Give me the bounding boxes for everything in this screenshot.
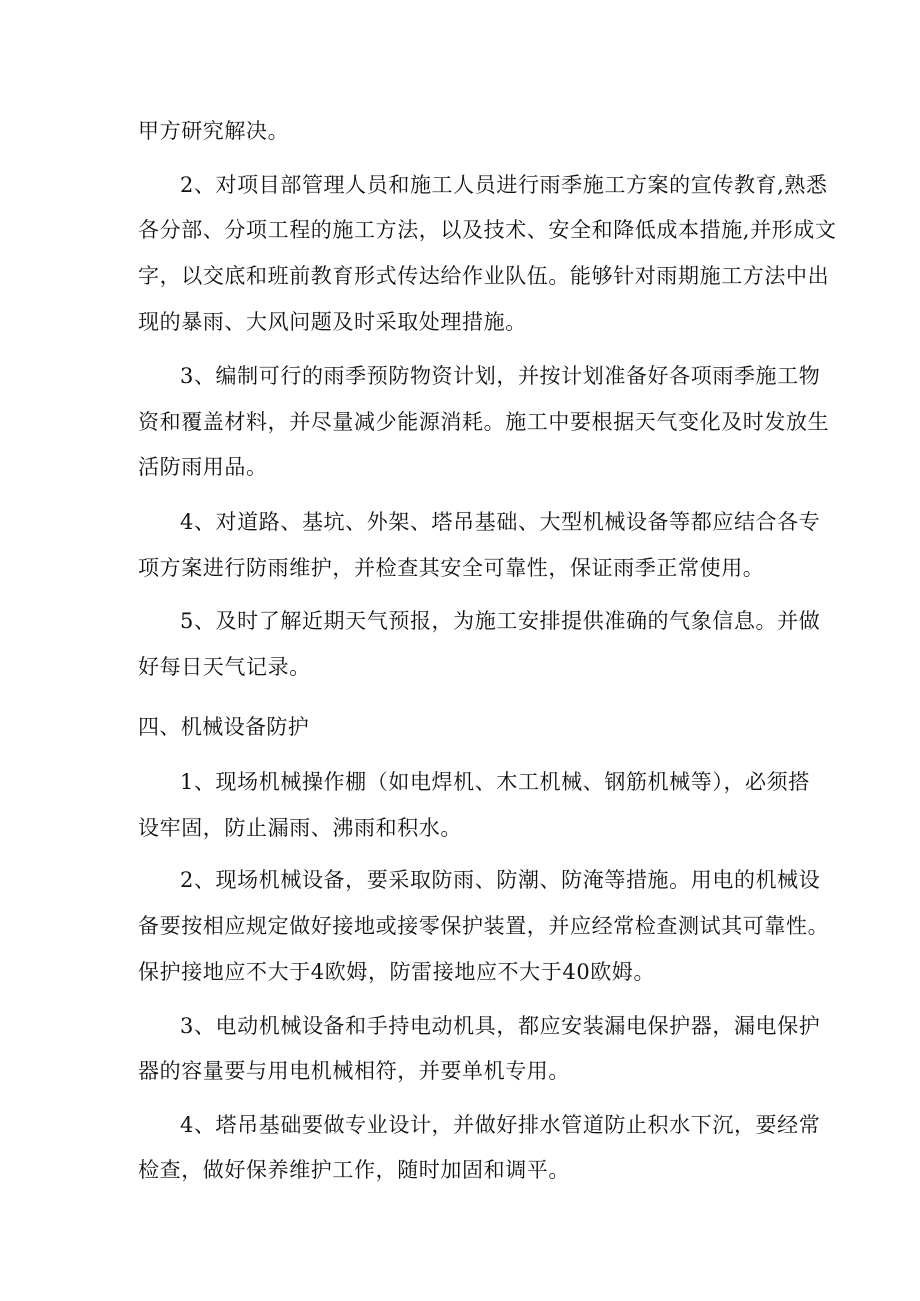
paragraph-line: 甲方研究解决。 <box>138 119 290 143</box>
paragraph-line: 2、对项目部管理人员和施工人员进行雨季施工方案的宣传教育,熟悉 <box>180 173 828 197</box>
paragraph-line: 3、编制可行的雨季预防物资计划，并按计划准备好各项雨季施工物 <box>180 364 821 388</box>
paragraph-line: 各分部、分项工程的施工方法，以及技术、安全和降低成本措施,并形成文 <box>138 218 837 242</box>
paragraph-line: 好每日天气记录。 <box>138 655 311 679</box>
paragraph-line: 器的容量要与用电机械相符，并要单机专用。 <box>138 1059 570 1083</box>
paragraph-line: 项方案进行防雨维护，并检查其安全可靠性，保证雨季正常使用。 <box>138 556 765 580</box>
paragraph-line: 5、及时了解近期天气预报，为施工安排提供准确的气象信息。并做 <box>180 609 821 633</box>
paragraph-line: 4、对道路、基坑、外架、塔吊基础、大型机械设备等都应结合各专 <box>180 510 821 534</box>
paragraph-line: 现的暴雨、大风问题及时采取处理措施。 <box>138 310 527 334</box>
paragraph-line: 4、塔吊基础要做专业设计，并做好排水管道防止积水下沉，要经常 <box>180 1113 821 1137</box>
paragraph-line: 1、现场机械操作棚（如电焊机、木工机械、钢筋机械等），必须搭 <box>180 770 810 794</box>
paragraph-line: 字，以交底和班前教育形式传达给作业队伍。能够针对雨期施工方法中出 <box>138 264 830 288</box>
paragraph-line: 检查，做好保养维护工作，随时加固和调平。 <box>138 1158 570 1182</box>
paragraph-line: 2、现场机械设备，要采取防雨、防潮、防淹等措施。用电的机械设 <box>180 868 821 892</box>
paragraph-line: 活防雨用品。 <box>138 455 268 479</box>
paragraph-line: 保护接地应不大于4欧姆，防雷接地应不大于40欧姆。 <box>138 960 656 984</box>
paragraph-line: 设牢固，防止漏雨、沸雨和积水。 <box>138 816 462 840</box>
paragraph-line: 备要按相应规定做好接地或接零保护装置，并应经常检查测试其可靠性。 <box>138 914 830 938</box>
section-heading: 四、机械设备防护 <box>138 715 310 739</box>
paragraph-line: 资和覆盖材料，并尽量减少能源消耗。施工中要根据天气变化及时发放生 <box>138 410 830 434</box>
paragraph-line: 3、电动机械设备和手持电动机具，都应安装漏电保护器，漏电保护 <box>180 1014 821 1038</box>
